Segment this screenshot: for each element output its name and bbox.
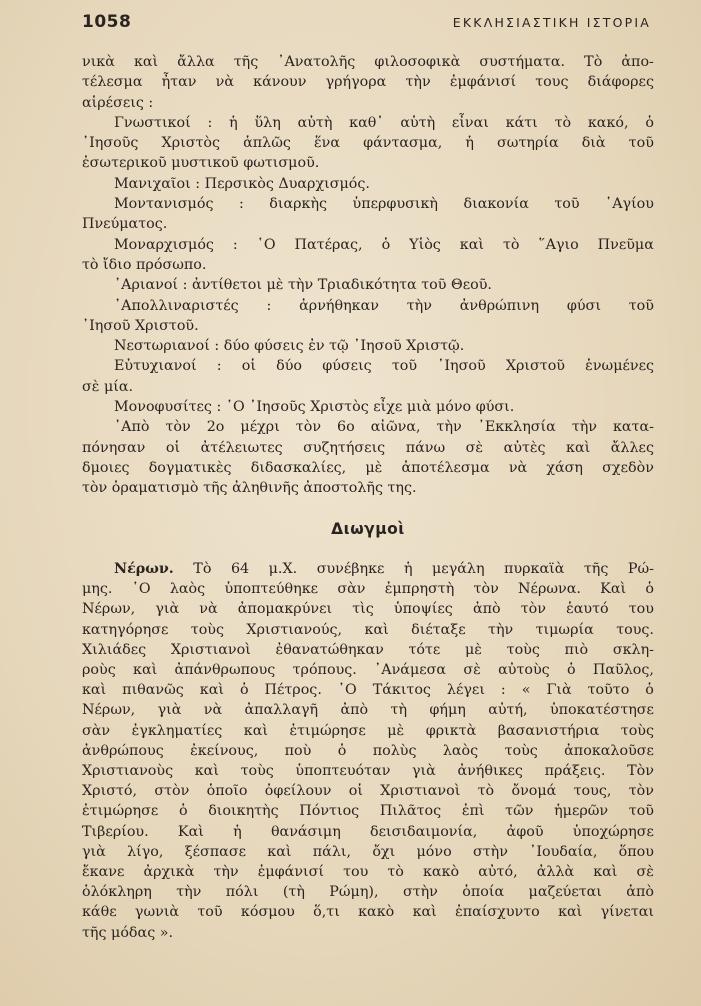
body-line: Μονοφυσίτες : ῾Ο ᾿Ιησοῦς Χριστὸς εἶχε μιὰ μόνο φύσι. bbox=[114, 399, 515, 416]
section-line: ροὺς καὶ ἀπάνθρωπους τρόπους. ᾿Ανάμεσα σὲ αὐτοὺς ὁ Παῦλος, bbox=[82, 662, 654, 679]
section-line: ἔκανε ἀρχικὰ τὴν ἐμφάνισί του τὸ κακὸ αὐτό, ἀλλὰ καὶ σὲ bbox=[82, 864, 654, 881]
body-line: σὲ μία. bbox=[82, 378, 134, 395]
section-line: ἐτιμώρησε ὁ διοικητὴς Πόντιος Πιλᾶτος ἐπὶ τῶν ἡμερῶν τοῦ bbox=[82, 803, 654, 820]
section-line: Τιβερίου. Καὶ ἡ θανάσιμη δεισιδαιμονία, ἀφοῦ ὑποχώρησε bbox=[82, 823, 654, 840]
body-line: Νεστωριανοί : δύο φύσεις ἐν τῷ ᾿Ιησοῦ Χριστῷ. bbox=[114, 338, 465, 355]
section-line: ἀνθρώπους ἐκείνους, ποὺ ὁ πολὺς λαὸς τοὺς ἀποκαλοῦσε bbox=[82, 742, 654, 759]
section-text bbox=[82, 559, 654, 943]
section-line: τῆς μόδας ». bbox=[82, 924, 174, 941]
section-line: καὶ πιθανῶς καὶ ὁ Πέτρος. ῾Ο Τάκιτος λέγει : « Γιὰ τοῦτο ὁ bbox=[82, 682, 654, 699]
body-line: πόνησαν οἱ ἀτέλειωτες συζητήσεις πάνω σὲ αὐτὲς καὶ ἄλλες bbox=[82, 439, 654, 456]
body-line: Μοναρχισμός : ῾Ο Πατέρας, ὁ Υἱὸς καὶ τὸ ῞Αγιο Πνεῦμα bbox=[114, 236, 654, 253]
body-line: Μοντανισμός : διαρκὴς ὑπερφυσικὴ διακονία τοῦ ῾Αγίου bbox=[114, 196, 654, 213]
body-line: τὸ ἴδιο πρόσωπο. bbox=[82, 256, 207, 273]
body-line: ᾿Αριανοί : ἀντίθετοι μὲ τὴν Τριαδικότητα τοῦ Θεοῦ. bbox=[114, 277, 492, 294]
section-line: ὁλόκληρη τὴν πόλι (τὴ Ρώμη), στὴν ὁποία μαζεύεται ἀπὸ bbox=[82, 884, 654, 901]
body-line: Μανιχαῖοι : Περσικὸς Δυαρχισμός. bbox=[114, 175, 370, 192]
page-header bbox=[82, 12, 651, 34]
body-line: Πνεύματος. bbox=[82, 216, 168, 233]
body-line: ᾿Απὸ τὸν 2ο μέχρι τὸν 6ο αἰῶνα, τὴν ᾿Εκκλησία τὴν κατα- bbox=[114, 419, 654, 436]
body-line: αἱρέσεις : bbox=[82, 94, 154, 111]
section-line: Χιλιάδες Χριστιανοὶ ἐθανατώθηκαν τότε μὲ τοὺς πιὸ σκλη- bbox=[82, 641, 654, 658]
body-line: Γνωστικοί : ἡ ὕλη αὐτὴ καθ᾽ αὑτὴ εἶναι κάτι τὸ κακό, ὁ bbox=[114, 114, 654, 131]
body-text bbox=[82, 52, 654, 499]
section-line: μης. ῾Ο λαὸς ὑποπτεύθηκε σὰν ἐμπρηστὴ τὸν Νέρωνα. Καὶ ὁ bbox=[82, 581, 654, 598]
body-line: ᾿Ιησοῦ Χριστοῦ. bbox=[82, 317, 199, 334]
body-line: ᾿Απολλιναριστές : ἀρνήθηκαν τὴν ἀνθρώπινη φύσι τοῦ bbox=[114, 297, 654, 314]
section-line: Χριστιανοὺς καὶ τοὺς ὑποπτευόταν γιὰ ἀνήθικες πράξεις. Τὸν bbox=[82, 763, 654, 780]
section-line: σὰν ἐγκληματίες καὶ ἐτιμώρησε μὲ φρικτὰ βασανιστήρια τοὺς bbox=[82, 722, 654, 739]
body-line: νικὰ καὶ ἄλλα τῆς ᾿Ανατολῆς φιλοσοφικὰ συστήματα. Τὸ ἀπο- bbox=[82, 54, 654, 70]
body-line: τέλεσμα ἦταν νὰ κάνουν γρήγορα τὴν ἐμφάνισί τους διάφορες bbox=[82, 74, 654, 91]
section-line: Νέρων, γιὰ νὰ ἀπομακρύνει τὶς ὑποψίες ἀπὸ τὸν ἑαυτό του bbox=[82, 601, 654, 618]
body-line: δμοιες δογματικὲς διδασκαλίες, μὲ ἀποτέλεσμα νὰ χάση σχεδὸν bbox=[82, 459, 654, 476]
section-line: Χριστό, στὸν ὁποῖο ὀφείλουν οἱ Χριστιανοὶ τὸ ὄνομά τους, τὸν bbox=[82, 783, 654, 800]
body-line: Εὐτυχιανοί : οἱ δύο φύσεις τοῦ ᾿Ιησοῦ Χριστοῦ ἑνωμένες bbox=[114, 358, 654, 375]
body-line: ἐσωτερικοῦ μυστικοῦ φωτισμοῦ. bbox=[82, 155, 320, 172]
section-line: Νέρων. Τὸ 64 μ.Χ. συνέβηκε ἡ μεγάλη πυρκαϊὰ τῆς Ρώ- bbox=[82, 559, 654, 579]
section-line: Νέρων, γιὰ νὰ ἀπαλλαγῆ ἀπὸ τὴ φήμη αὐτή, ὑποκατέστησε bbox=[82, 702, 654, 719]
section-line: κάθε γωνιὰ τοῦ κόσμου ὅ,τι κακὸ καὶ ἐπαίσχυντο καὶ γίνεται bbox=[82, 904, 654, 921]
running-title: ΕΚΚΛΗΣΙΑΣΤΙΚΗ ΙΣΤΟΡΙΑ bbox=[452, 15, 651, 30]
body-line: ᾿Ιησοῦς Χριστὸς ἁπλῶς ἕνα φάντασμα, ἡ σωτηρία διὰ τοῦ bbox=[82, 135, 654, 152]
section-line: κατηγόρησε τοὺς Χριστιανούς, καὶ διέταξε τὴν τιμωρία τους. bbox=[82, 621, 654, 638]
section-line: γιὰ λίγο, ξέσπασε καὶ πάλι, ὄχι μόνο στὴν ᾿Ιουδαία, ὅπου bbox=[82, 843, 654, 860]
body-line: τὸν ὁραματισμὸ τῆς ἀληθινῆς ἀποστολῆς της. bbox=[82, 480, 417, 497]
page-number: 1058 bbox=[82, 12, 132, 32]
lead-word: Νέρων. bbox=[114, 561, 174, 577]
section-title: Διωγμοὶ bbox=[331, 520, 405, 538]
